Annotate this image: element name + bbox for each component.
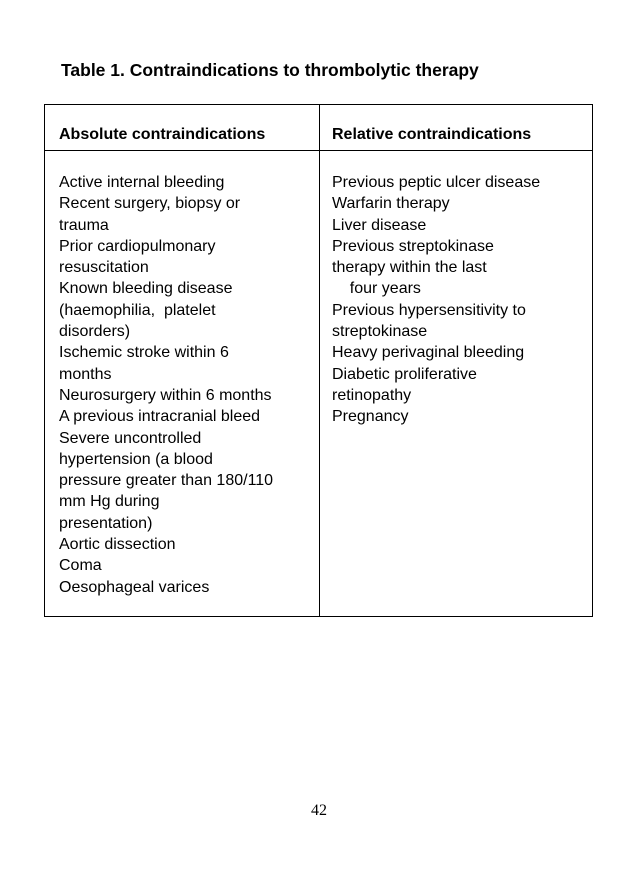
table-caption: Table 1. Contraindications to thrombolytic therapy xyxy=(61,60,479,80)
list-line: pressure greater than 180/110 xyxy=(59,472,274,490)
relative-contraindications-list xyxy=(332,172,590,428)
list-line: four years xyxy=(332,280,421,298)
list-line: Active internal bleeding xyxy=(59,174,225,191)
list-line: Recent surgery, biopsy or xyxy=(59,195,241,213)
relative-column-header: Relative contraindications xyxy=(332,126,532,143)
column-divider xyxy=(319,105,320,616)
list-line: Oesophageal varices xyxy=(59,578,210,596)
list-line: Previous peptic ulcer disease xyxy=(332,174,541,191)
list-line: trauma xyxy=(59,216,109,234)
absolute-contraindications-list xyxy=(59,172,317,598)
list-line: A previous intracranial bleed xyxy=(59,408,261,426)
list-line: Neurosurgery within 6 months xyxy=(59,386,272,404)
list-line: Ischemic stroke within 6 xyxy=(59,344,229,362)
list-line: Previous streptokinase xyxy=(332,237,494,255)
list-line: Diabetic proliferative xyxy=(332,365,477,383)
list-line: Warfarin therapy xyxy=(332,195,450,213)
list-line: Previous hypersensitivity to xyxy=(332,301,526,319)
list-line: resuscitation xyxy=(59,259,149,277)
list-line: disorders) xyxy=(59,323,131,341)
absolute-column-header: Absolute contraindications xyxy=(59,126,266,143)
list-line: Aortic dissection xyxy=(59,536,176,554)
contraindications-table xyxy=(44,104,593,617)
list-line: months xyxy=(59,365,112,383)
list-line: Liver disease xyxy=(332,216,427,234)
list-line: Prior cardiopulmonary xyxy=(59,237,216,255)
list-line: hypertension (a blood xyxy=(59,450,213,468)
list-line: Heavy perivaginal bleeding xyxy=(332,344,525,362)
list-line: therapy within the last xyxy=(332,259,487,277)
list-line: mm Hg during xyxy=(59,493,160,511)
list-line: Coma xyxy=(59,557,102,575)
list-line: (haemophilia, platelet xyxy=(59,301,216,319)
list-line: Known bleeding disease xyxy=(59,280,233,298)
list-line: Pregnancy xyxy=(332,408,409,426)
list-line: retinopathy xyxy=(332,386,412,404)
list-line: presentation) xyxy=(59,514,153,532)
page-number: 42 xyxy=(311,802,327,819)
list-line: streptokinase xyxy=(332,323,428,341)
list-line: Severe uncontrolled xyxy=(59,429,202,447)
